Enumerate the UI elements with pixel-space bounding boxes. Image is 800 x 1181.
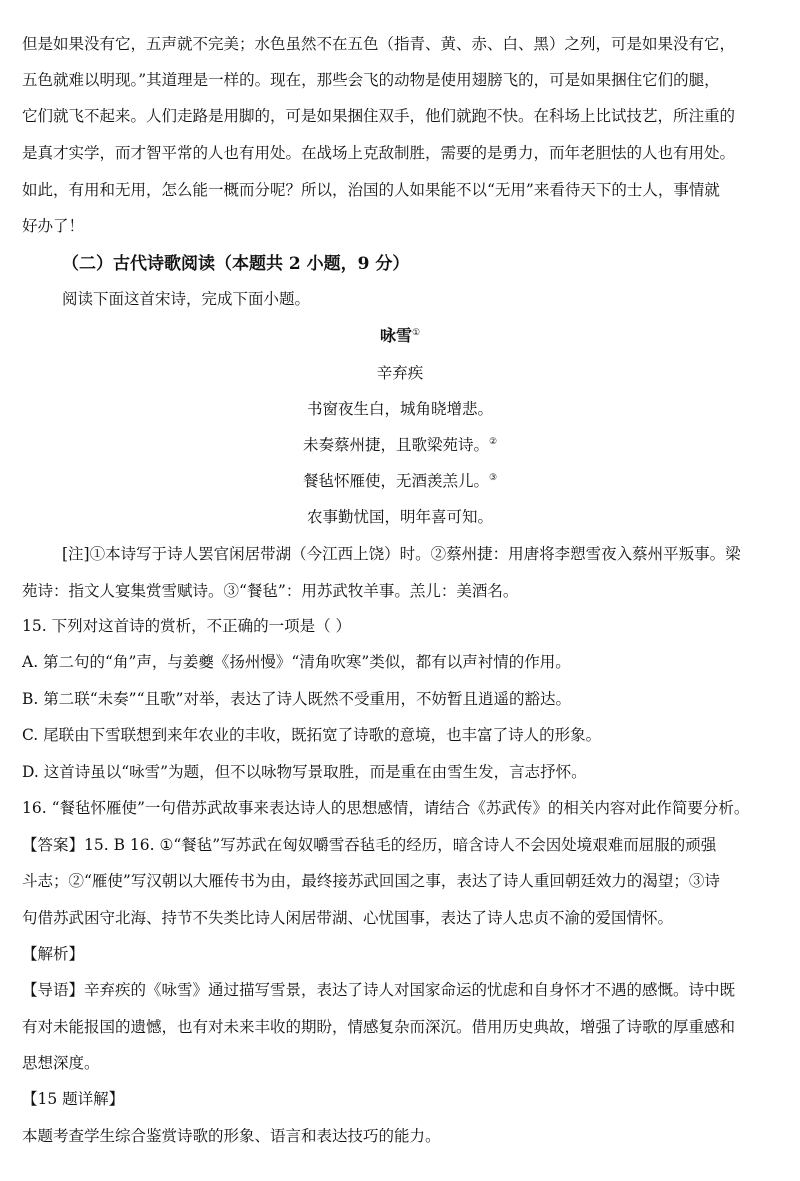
notes-line-1: [注]①本诗写于诗人罢官闲居带湖（今江西上饶）时。②蔡州捷：用唐将李愬雪夜入蔡州平叛事。梁 (62, 545, 741, 563)
guide-line-2: 有对未能报国的遗憾，也有对未来丰收的期盼，情感复杂而深沉。借用历史典故，增强了诗歌的厚重感和 (22, 1018, 736, 1036)
translation-line-4: 是真才实学，而才智平常的人也有用处。在战场上克敌制胜，需要的是勇力，而年老胆怯的人也有用处。 (22, 144, 736, 162)
poem-line-text: 书窗夜生白，城角晓增悲。 (306, 400, 493, 418)
q15-option-c: C. 尾联由下雪联想到来年农业的丰收，既拓宽了诗歌的意境，也丰富了诗人的形象。 (22, 726, 602, 744)
poem-title-row (0, 326, 800, 346)
translation-line-2: 五色就难以明现。”其道理是一样的。现在，那些会飞的动物是使用翅膀飞的，可是如果捆住它们的腿， (22, 71, 720, 89)
poem-line-text: 农事勤忧国，明年喜可知。 (306, 508, 493, 526)
poem-author: 辛弃疾 (376, 364, 424, 382)
poem-line-note: ② (488, 436, 498, 447)
translation-line-3: 它们就飞不起来。人们走路是用脚的，可是如果捆住双手，他们就跑不快。在科场上比试技艺，所注重的 (22, 107, 736, 125)
poem-line-text: 未奏蔡州捷，且歌梁苑诗。 (302, 436, 489, 454)
poem-line-4 (0, 507, 800, 527)
poem-line-1 (0, 399, 800, 419)
poem-title: 咏雪 (379, 326, 412, 345)
translation-line-5: 如此，有用和无用，怎么能一概而分呢？所以，治国的人如果能不以“无用”来看待天下的士人，事情就 (22, 181, 720, 199)
translation-line-1: 但是如果没有它，五声就不完美；水色虽然不在五色（指青、黄、赤、白、黑）之列，可是如果没有它， (22, 35, 736, 53)
answer-line-1: 【答案】15. B 16. ①“餐毡”写苏武在匈奴嚼雪吞毡毛的经历，暗含诗人不会因处境艰难而屈服的顽强 (22, 836, 717, 854)
q16-stem: 16. “餐毡怀雁使”一句借苏武故事来表达诗人的思想感情，请结合《苏武传》的相关内容对此作简要分析。 (22, 799, 750, 817)
detail-label: 【15 题详解】 (22, 1090, 125, 1108)
instruction: 阅读下面这首宋诗，完成下面小题。 (62, 290, 311, 308)
q15-option-b: B. 第二联“未奏”“且歌”对举，表达了诗人既然不受重用，不妨暂且逍遥的豁达。 (22, 690, 571, 708)
q15-option-d: D. 这首诗虽以“咏雪”为题，但不以咏物写景取胜，而是重在由雪生发，言志抒怀。 (22, 763, 587, 781)
notes-line-2: 苑诗：指文人宴集赏雪赋诗。③“餐毡”：用苏武牧羊事。羔儿：美酒名。 (22, 582, 519, 600)
translation-line-6: 好办了！ (22, 217, 85, 235)
q15-stem: 15. 下列对这首诗的赏析，不正确的一项是（ ） (22, 617, 352, 635)
poem-line-note: ③ (488, 472, 498, 483)
detail-text: 本题考查学生综合鉴赏诗歌的形象、语言和表达技巧的能力。 (22, 1127, 441, 1145)
guide-line-3: 思想深度。 (22, 1054, 100, 1072)
answer-line-2: 斗志；②“雁使”写汉朝以大雁传书为由，最终接苏武回国之事，表达了诗人重回朝廷效力的渴望；③诗 (22, 872, 720, 890)
poem-line-text: 餐毡怀雁使，无酒羡羔儿。 (302, 472, 489, 490)
analysis-label: 【解析】 (22, 945, 85, 963)
answer-line-3: 句借苏武困守北海、持节不失类比诗人闲居带湖、心忧国事，表达了诗人忠贞不渝的爱国情怀。 (22, 909, 674, 927)
q15-option-a: A. 第二句的“角”声，与姜夔《扬州慢》“清角吹寒”类似，都有以声衬情的作用。 (22, 653, 571, 671)
guide-line-1: 【导语】辛弃疾的《咏雪》通过描写雪景，表达了诗人对国家命运的忧虑和自身怀才不遇的感慨。诗中既 (22, 981, 736, 999)
section-title: （二）古代诗歌阅读（本题共 2 小题，9 分） (62, 254, 410, 274)
poem-line-2 (0, 435, 800, 455)
poem-title-note: ① (411, 327, 421, 338)
poem-line-3 (0, 471, 800, 491)
